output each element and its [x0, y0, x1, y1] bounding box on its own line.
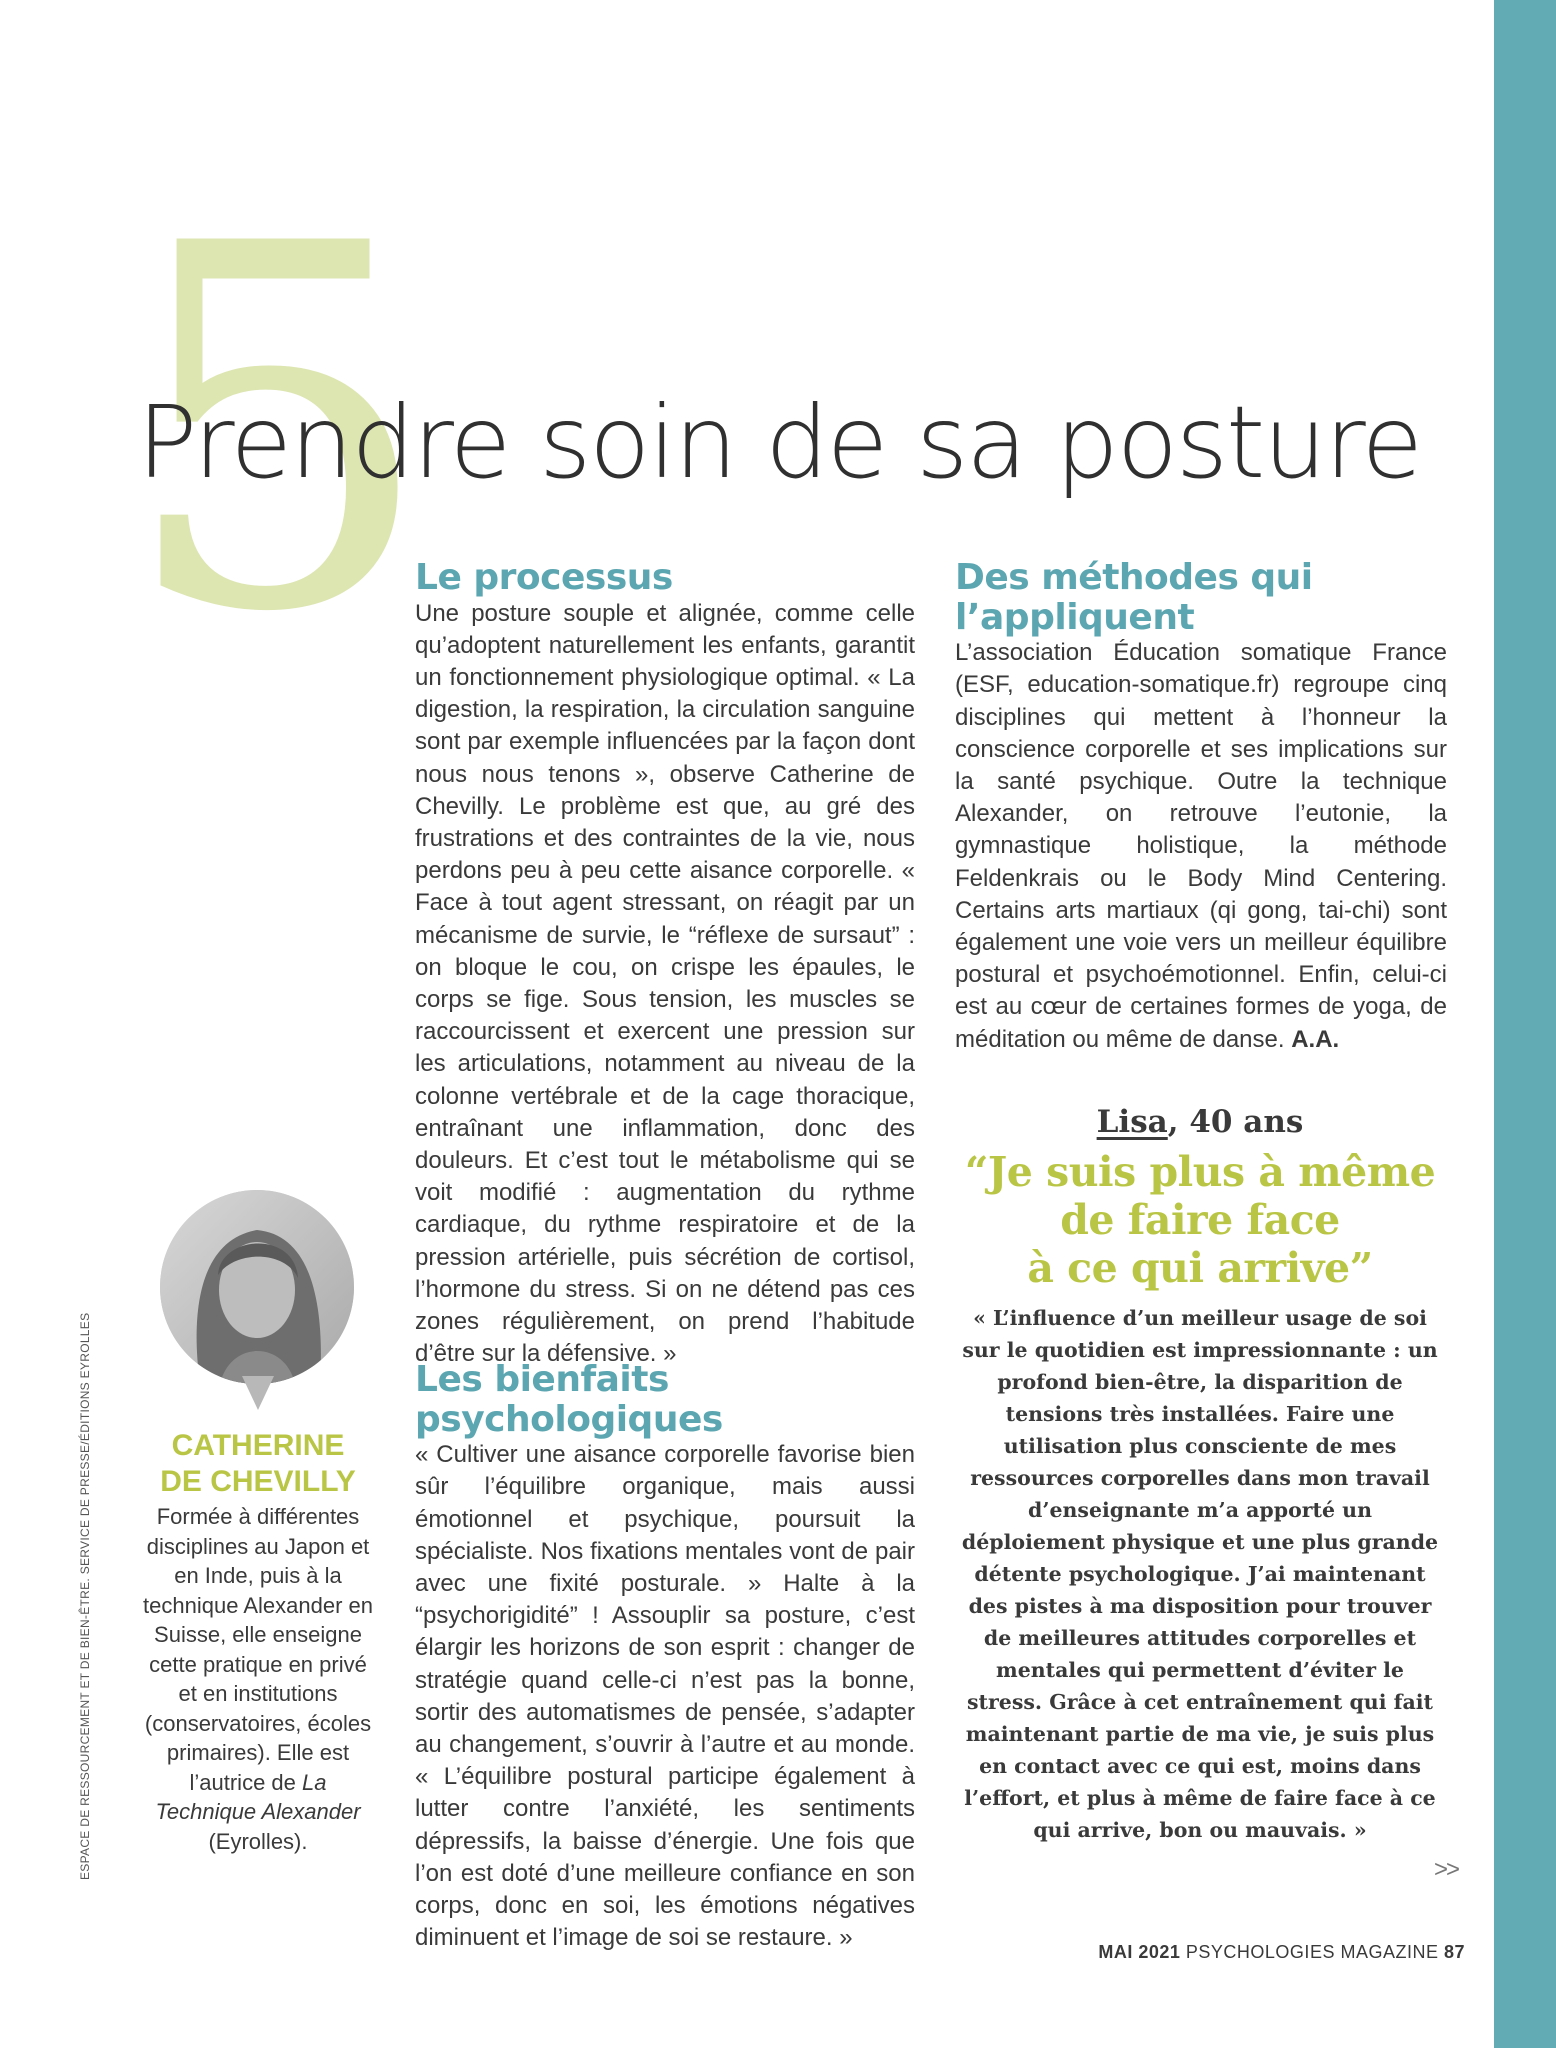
page-title: Prendre soin de sa posture [137, 384, 1422, 501]
testimony-quote [960, 1148, 1440, 1292]
page-footer [1098, 1942, 1465, 1963]
footer-issue: MAI 2021 [1098, 1942, 1181, 1962]
bio-name-last: DE CHEVILLY [160, 1465, 356, 1498]
section-body-methodes [955, 637, 1447, 1056]
methodes-text: L’association Éducation somatique France (ESF, education-somatique.fr) regroupe cinq disciplines qui mettent à l’honneur la conscience corporelle et ses implications sur la santé psychique. Outre la technique Alexander, on retrouve l’eutonie, la gymnastique holistique, la méthode Feldenkrais ou le Body Mind Centering. Certains arts martiaux (qi gong, tai-chi) sont également une voie vers un meilleur équilibre postural et psychoémotionnel. Enfin, celui-ci est au cœur de certaines formes de yoga, de méditation ou même de danse. [955, 639, 1447, 1053]
author-portrait [160, 1190, 354, 1384]
footer-magazine: PSYCHOLOGIES MAGAZINE [1180, 1942, 1444, 1962]
section-heading-processus: Le processus [415, 557, 673, 598]
section-body-bienfaits: « Cultiver une aisance corporelle favorise bien sûr l’équilibre organique, mais aussi émotionnel et psychique, poursuit la spécialiste. Nos fixations mentales vont de pair avec une fixité posturale. » Halte à la “psychorigidité” ! Assouplir sa posture, c’est élargir les horizons de son esprit : changer de stratégie quand celle-ci n’est pas la bonne, sortir des automatismes de pensée, s’adapter au changement, s’ouvrir à l’autre et au monde. « L’équilibre postural participe également à lutter contre l’anxiété, les sentiments dépressifs, la baisse d’énergie. Une fois que l’on est doté d’une meilleure confiance en son corps, donc en soi, les émotions négatives diminuent et l’image de soi se restaure. » [415, 1441, 915, 1952]
side-color-bar [1494, 0, 1556, 2048]
testimony-quote-line1: “Je suis plus à même [964, 1148, 1436, 1196]
bio-text [138, 1502, 378, 1856]
section-methodes [955, 558, 1447, 1056]
bio-book-title: La Technique Alexander [155, 1769, 361, 1824]
section-body-processus: Une posture souple et alignée, comme celle qu’adoptent naturellement les enfants, garantit un fonctionnement physiologique optimal. « La digestion, la respiration, la circulation sanguine sont par exemple influencées par la façon dont nous nous tenons », observe Catherine de Chevilly. Le problème est que, au gré des frustrations et des contraintes de la vie, nous perdons peu à peu cette aisance corporelle. « Face à tout agent stressant, on réagit par un mécanisme de survie, le “réflexe de sursaut” : on bloque le cou, on crispe les épaules, le corps se fige. Sous tension, les muscles se raccourcissent et exercent une pression sur les articulations, notamment au niveau de la colonne vertébrale et de la cage thoracique, entraînant une inflammation, donc des douleurs. Et c’est tout le métabolisme qui se voit modifié : augmentation du rythme cardiaque, du rythme respiratoire et de la pression artérielle, puis sécrétion de cortisol, l’hormone du stress. Si on ne détend pas ces zones régulièrement, on prend l’habitude d’être sur la défensive. » [415, 599, 915, 1368]
portrait-pointer [242, 1376, 274, 1410]
bio-name-first: CATHERINE [171, 1429, 345, 1462]
bio-name [138, 1428, 378, 1500]
testimony-name [960, 1100, 1440, 1144]
section-processus [415, 558, 915, 1370]
section-heading-bienfaits: Les bienfaits psychologiques [415, 1359, 723, 1440]
bio-text-end: (Eyrolles). [208, 1828, 308, 1854]
portrait-photo-icon [160, 1190, 354, 1384]
section-heading-methodes: Des méthodes qui l’appliquent [955, 557, 1313, 638]
testimony-age: , 40 ans [1167, 1104, 1304, 1140]
footer-page-number: 87 [1443, 1942, 1465, 1962]
testimony-body: « L’influence d’un meilleur usage de soi sur le quotidien est impressionnante : un profond bien-être, la disparition de tensions très installées. Faire une utilisation plus consciente de mes ressources corporelles dans mon travail d’enseignante m’a apporté un déploiement physique et une plus grande détente psychologique. J’ai maintenant des pistes à ma disposition pour trouver de meilleures attitudes corporelles et mentales qui permettent d’éviter le stress. Grâce à cet entraînement qui fait maintenant partie de ma vie, je suis plus en contact avec ce qui est, moins dans l’effort, et plus à même de faire face à ce qui arrive, bon ou mauvais. » [961, 1306, 1439, 1842]
testimony-firstname: Lisa [1096, 1104, 1168, 1140]
testimony-box [960, 1100, 1440, 1846]
photo-credit: ESPACE DE RESSOURCEMENT ET DE BIEN-ÊTRE. SERVICE DE PRESSE/ÉDITIONS EYROLLES [78, 1312, 92, 1880]
section-bienfaits [415, 1360, 915, 1954]
continue-arrow-icon: >> [1434, 1856, 1459, 1883]
bio-text-main: Formée à différentes disciplines au Japon et en Inde, puis à la technique Alexander en Suisse, elle enseigne cette pratique en privé et en institutions (conservatoires, écoles primaires). Elle est l’autrice de [143, 1504, 373, 1795]
author-bio [138, 1428, 378, 1856]
section-number: 5 [118, 139, 437, 721]
testimony-quote-line3: à ce qui arrive” [1027, 1244, 1373, 1292]
testimony-quote-line2: de faire face [1060, 1196, 1340, 1244]
author-signature: A.A. [1291, 1025, 1340, 1053]
